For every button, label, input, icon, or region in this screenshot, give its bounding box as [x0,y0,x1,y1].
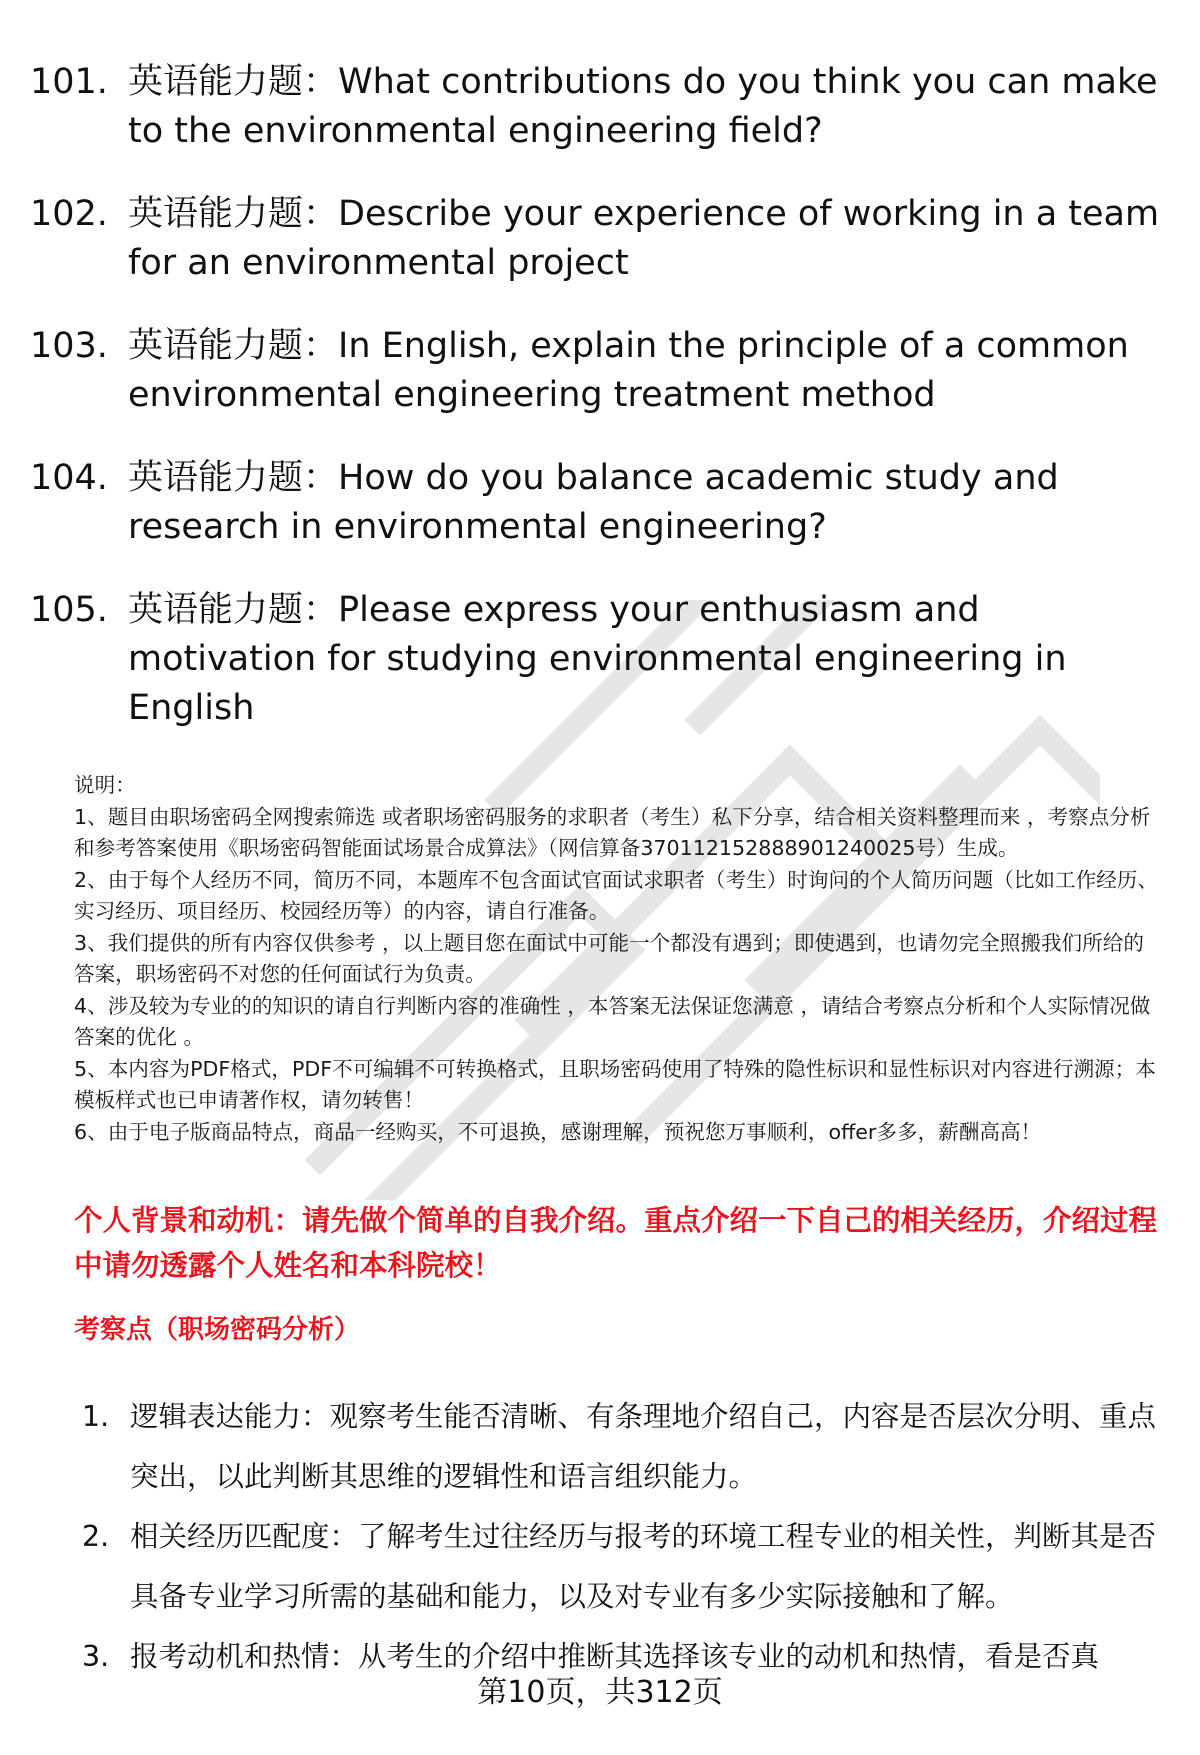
question-item [30,58,1170,156]
question-text: 英语能力题：How do you balance academic study and research in environmental engineering? [128,458,1059,547]
section-subheading: 考察点（职场密码分析） [74,1315,361,1345]
note-item: 2、由于每个人经历不同，简历不同，本题库不包含面试官面试求职者（考生）时询问的个人简历问题（比如工作经历、实习经历、项目经历、校园经历等）的内容，请自行准备。 [74,867,1158,923]
assessment-point [82,1387,1172,1507]
note-item: 3、我们提供的所有内容仅供参考 ，以上题目您在面试中可能一个都没有遇到；即使遇到，也请勿完全照搬我们所给的答案，职场密码不对您的任何面试行为负责。 [74,930,1144,986]
question-item [30,322,1170,420]
question-text: 英语能力题：Please express your enthusiasm and motivation for studying environmental engineering in English [128,590,1067,728]
question-text: 英语能力题：In English, explain the principle of a common environmental engineering treatment method [128,326,1129,415]
question-text: 英语能力题：Describe your experience of working in a team for an environmental project [128,194,1160,283]
point-number: 2. [82,1520,110,1553]
point-text: 报考动机和热情：从考生的介绍中推断其选择该专业的动机和热情，看是否真 [130,1640,1100,1673]
page-number-footer: 第10页，共312页 [477,1675,723,1710]
note-item: 1、题目由职场密码全网搜索筛选 或者职场密码服务的求职者（考生）私下分享，结合相关资料整理而来 ，考察点分析和参考答案使用《职场密码智能面试场景合成算法》（网信算备370112152888901240025号）生成。 [74,804,1151,860]
question-list [30,58,1170,767]
question-item [30,586,1170,733]
notes-section [74,770,1160,1148]
point-number: 1. [82,1400,110,1433]
point-text: 逻辑表达能力：观察考生能否清晰、有条理地介绍自己，内容是否层次分明、重点突出，以此判断其思维的逻辑性和语言组织能力。 [130,1400,1157,1493]
question-number: 102. [30,194,108,234]
question-number: 101. [30,62,108,102]
question-item [30,190,1170,288]
question-number: 103. [30,326,108,366]
assessment-point [82,1507,1172,1627]
question-text: 英语能力题：What contributions do you think you can make to the environmental engineering field? [128,62,1158,151]
question-number: 104. [30,458,108,498]
note-item: 6、由于电子版商品特点，商品一经购买，不可退换，感谢理解，预祝您万事顺利，offer多多，薪酬高高！ [74,1119,1042,1144]
note-item: 4、涉及较为专业的的知识的请自行判断内容的准确性 ，本答案无法保证您满意 ，请结合考察点分析和个人实际情况做答案的优化 。 [74,993,1151,1049]
question-number: 105. [30,590,108,630]
question-item [30,454,1170,552]
notes-title: 说明： [74,773,136,797]
note-item: 5、本内容为PDF格式，PDF不可编辑不可转换格式，且职场密码使用了特殊的隐性标识和显性标识对内容进行溯源；本模板样式也已申请著作权，请勿转售！ [74,1056,1156,1112]
section-heading: 个人背景和动机：请先做个简单的自我介绍。重点介绍一下自己的相关经历，介绍过程中请勿透露个人姓名和本科院校！ [74,1204,1158,1282]
point-text: 相关经历匹配度：了解考生过往经历与报考的环境工程专业的相关性，判断其是否具备专业学习所需的基础和能力，以及对专业有多少实际接触和了解。 [130,1520,1157,1613]
point-number: 3. [82,1640,110,1673]
assessment-points [82,1387,1172,1687]
